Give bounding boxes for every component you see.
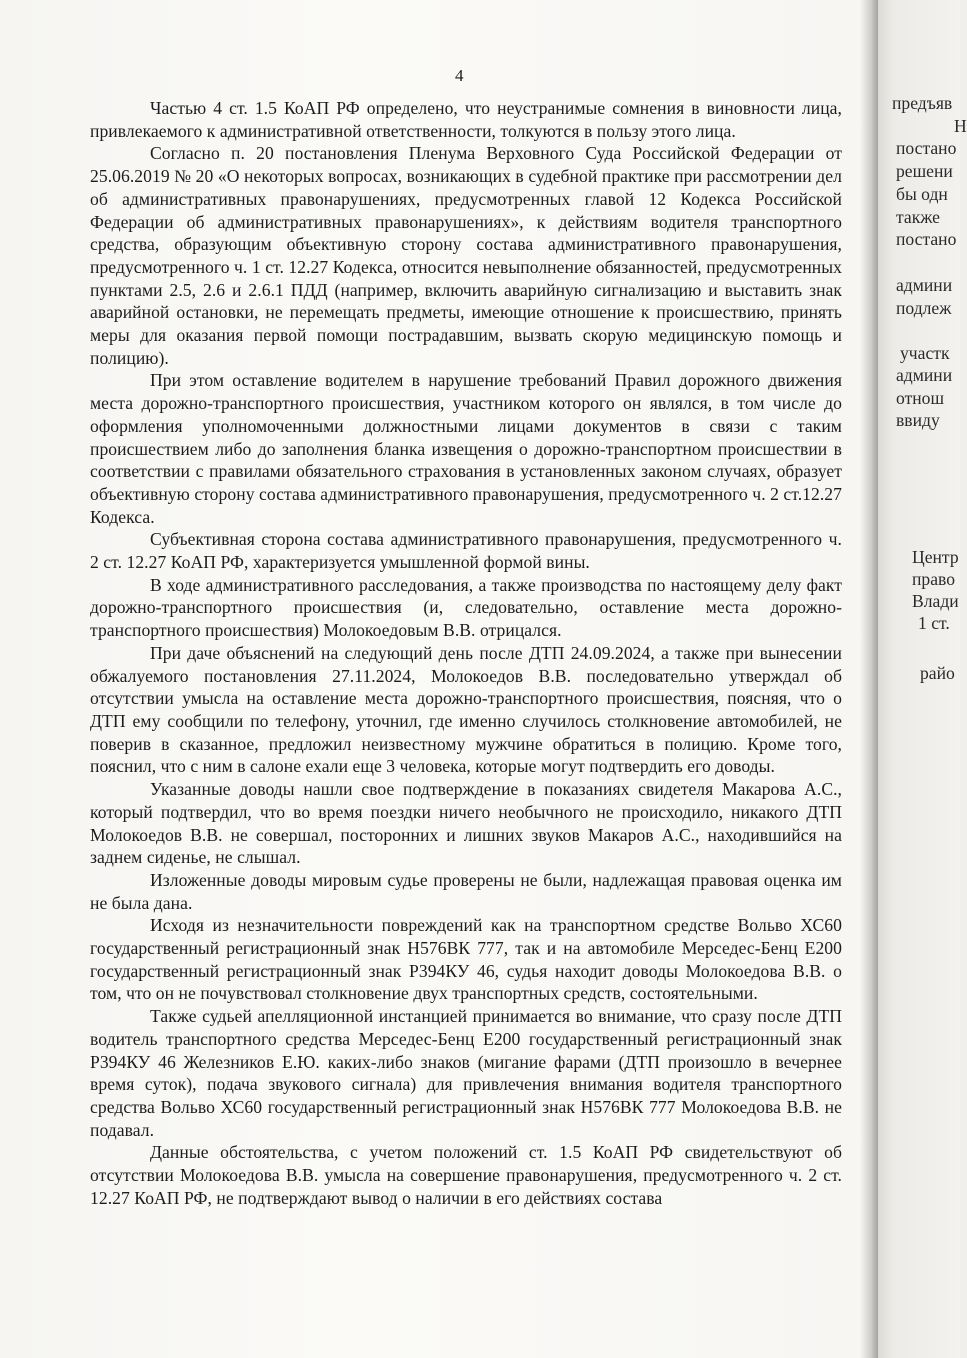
adjacent-page-text: также (896, 207, 940, 227)
paragraph: Субъективная сторона состава административного правонарушения, предусмотренного ч. 2 ст. 12.27 КоАП РФ, характеризуется умышленной формой вины. (90, 529, 842, 573)
adjacent-page-text: отнош (896, 388, 945, 408)
adjacent-page-edge (878, 0, 967, 1358)
adjacent-page-text: участк (900, 343, 950, 363)
paragraph: Исходя из незначительности повреждений как на транспортном средстве Вольво ХС60 государственный регистрационный знак Н576ВК 777, так и на автомобиле Мерседес-Бенц Е200 государственный регистрационный знак Р394КУ 46, судья находит доводы Молокоедова В.В. о том, что он не почувствовал столкновение двух транспортных средств, состоятельными. (90, 915, 842, 1004)
adjacent-page-text: решени (896, 161, 953, 181)
document-body (90, 97, 842, 1209)
adjacent-page-text: админи (896, 275, 953, 295)
adjacent-page-text: 1 ст. (918, 613, 950, 633)
adjacent-page-text: бы одн (896, 184, 948, 204)
paragraph: Изложенные доводы мировым судье проверены не были, надлежащая правовая оценка им не была дана. (90, 869, 842, 913)
adjacent-page-text: подлеж (896, 298, 952, 318)
adjacent-page-text: предъяв (892, 93, 953, 113)
adjacent-page-text: постано (896, 229, 957, 249)
paragraph: Данные обстоятельства, с учетом положений ст. 1.5 КоАП РФ свидетельствуют об отсутствии Молокоедова В.В. умысла на совершение правонарушения, предусмотренного ч. 2 ст. 12.27 КоАП РФ, не подтверждают вывод о наличии в его действиях состава (90, 1142, 842, 1208)
adjacent-page-text: Центр (912, 547, 959, 567)
adjacent-page-text: админи (896, 365, 953, 385)
paragraph: Согласно п. 20 постановления Пленума Верховного Суда Российской Федерации от 25.06.2019 № 20 «О некоторых вопросах, возникающих в судебной практике при рассмотрении дел об административных правонарушениях, предусмотренных главой 12 Кодекса Российской Федерации об административных правонарушениях», к действиям водителя транспортного средства, образующим объективную сторону состава административного правонарушения, предусмотренного ч. 1 ст. 12.27 Кодекса, относится невыполнение обязанностей, предусмотренных пунктами 2.5, 2.6 и 2.6.1 ПДД (например, включить аварийную сигнализацию и выставить знак аварийной остановки, не перемещать предметы, имеющие отношение к происшествию, принять меры для оказания первой помощи пострадавшим, вызвать скорую медицинскую помощь и полицию). (90, 143, 842, 368)
adjacent-page-text: Влади (912, 591, 959, 611)
adjacent-page-text: постано (896, 138, 957, 158)
paragraph: Частью 4 ст. 1.5 КоАП РФ определено, что неустранимые сомнения в виновности лица, привлекаемого к административной ответственности, толкуются в пользу этого лица. (90, 98, 842, 141)
paragraph: В ходе административного расследования, а также производства по настоящему делу факт дорожно-транспортного происшествия (и, следовательно, оставление места дорожно-транспортного происшествия) Молокоедовым В.В. отрицался. (90, 574, 842, 641)
adjacent-page-text: райо (920, 663, 955, 683)
page-number: 4 (455, 66, 464, 85)
paragraph: Также судьей апелляционной инстанцией принимается во внимание, что сразу после ДТП водитель транспортного средства Мерседес-Бенц Е200 государственный регистрационный знак Р394КУ 46 Железников Е.Ю. каких-либо знаков (мигание фарами (ДТП произошло в вечернее время суток), подача звукового сигнала) для привлечения внимания водителя транспортного средства Вольво ХС60 государственный регистрационный знак Н576ВК 777 Молокоедова В.В. не подавал. (90, 1006, 842, 1140)
adjacent-page-text: право (912, 569, 956, 589)
adjacent-page-text: Н (954, 116, 967, 136)
paragraph: Указанные доводы нашли свое подтверждение в показаниях свидетеля Макарова А.С., который подтвердил, что во время поездки ничего необычного не происходило, никакого ДТП Молокоедов В.В. не совершал, посторонних и лишних звуков Макаров А.С., находившийся на заднем сиденье, не слышал. (90, 779, 842, 868)
paragraph: При даче объяснений на следующий день после ДТП 24.09.2024, а также при вынесении обжалуемого постановления 27.11.2024, Молокоедов В.В. последовательно утверждал об отсутствии умысла на оставление места дорожно-транспортного происшествия, поясняя, что о ДТП ему сообщили по телефону, уточнил, где именно случилось столкновение автомобилей, не поверив в сказанное, предложил неизвестному мужчине обратиться в полицию. Кроме того, пояснил, что с ним в салоне ехали еще 3 человека, которые могут подтвердить его доводы. (90, 642, 842, 777)
adjacent-page-text: ввиду (896, 410, 940, 430)
paragraph: При этом оставление водителем в нарушение требований Правил дорожного движения места дорожно-транспортного происшествия, участником которого он являлся, в том числе до оформления уполномоченными должностными лицами документов в связи с таким происшествием либо до заполнения бланка извещения о дорожно-транспортном происшествии в соответствии с правилами обязательного страхования в установленных законом случаях, образует объективную сторону состава административного правонарушения, предусмотренного ч. 2 ст.12.27 Кодекса. (90, 370, 842, 527)
